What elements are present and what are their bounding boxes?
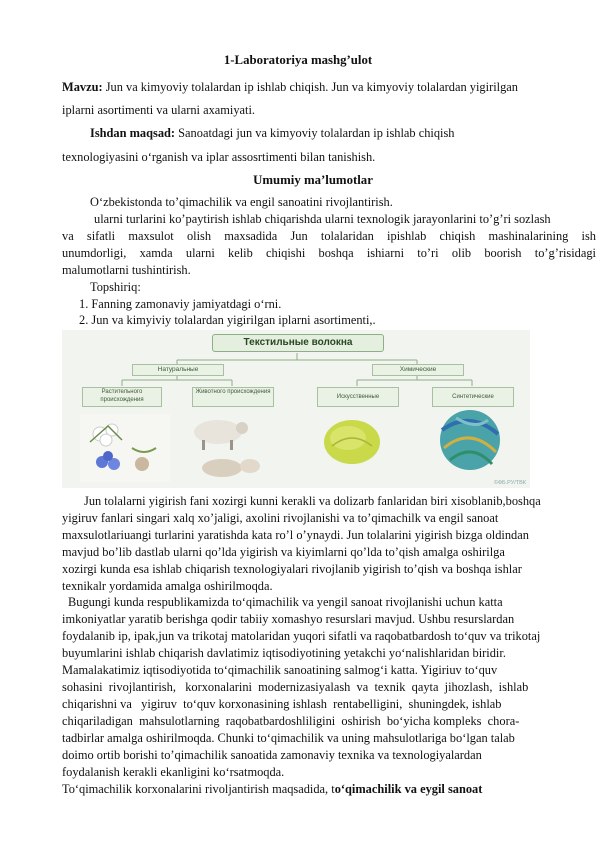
intro-line: malumotlarni tushintirish.	[62, 263, 191, 277]
task-item: 1. Fanning zamonaviy jamiyatdagi o‘rni.	[79, 297, 282, 311]
figure-connectors	[62, 330, 530, 488]
figure-banner: Текстильные волокна	[212, 334, 384, 352]
topic-line	[62, 80, 518, 95]
task-item: 2. Jun va kimyiviy tolalardan yigirilgan iplarni asortimenti,.	[79, 313, 376, 327]
figure-subcategory: Синтетические	[432, 387, 514, 407]
body-line: yigiruv fanlari singari xalq xo’jaligi, axolini rivojlanishi va to’qimachilk va engil sanoat	[62, 511, 499, 525]
document-title: 1-Laboratoriya mashg’ulot	[223, 53, 373, 67]
intro-line: O‘zbekistonda to’qimachilik va engil sanoatini rivojlantirish.	[90, 195, 393, 209]
goal-label: Ishdan maqsad:	[90, 126, 176, 140]
body-line: xozirgi kunda esa ishlab chiqarish texnologiyalari rivojlanib yigirish to’qish va boshqa ishlar	[62, 562, 522, 576]
body-line: tadbirlar amalga oshirilmoqda. Chunki to‘qimachilik va uning mahsulotlariga bo‘lgan talab	[62, 731, 515, 745]
intro-line: unumdorligi, xamda ularni kelib chiqishi boshqa ishiarni to’ri olib boorish to’g’risidagi	[62, 246, 596, 260]
body-line: Jun tolalarni yigirish fani xozirgi kunni kerakli va dolizarb fanlaridan biri xisoblanib,boshqa	[84, 494, 541, 508]
body-line: chiqariladigan mahsulotlarning raqobatbardoshliligini oshirish bo‘yicha kompleks chora-	[62, 714, 520, 728]
body-line: imkoniyatlar yaratib berishga qodir tabiiy xomashyo resurslari mavjud. Ushbu resurslardan	[62, 612, 515, 626]
figure-category-chemical: Химические	[372, 364, 464, 376]
body-line: Mamalakatimiz iqtisodiyotida to‘qimachilik sanoatining salmog‘i katta. Yigiriuv to‘quv	[62, 663, 498, 677]
cotton-image	[80, 414, 170, 482]
figure-subcategory: Растительного происхождения	[82, 387, 162, 407]
closing-line	[62, 782, 482, 797]
body-line: chiqarishni va yigiruv to‘quv korxonasining ishlash rentabelligini, shuningdek, ishlab	[62, 697, 502, 711]
body-line: foydalanish kerakli ekanligini ko‘rsatmoqda.	[62, 765, 285, 779]
wool-image	[194, 420, 260, 477]
figure-category-natural: Натуральные	[132, 364, 224, 376]
goal-line	[90, 126, 455, 141]
closing-line-text: To‘qimachilik korxonalarini rivoljantirish maqsadida, t	[62, 782, 335, 796]
intro-line: ularni turlarini ko’paytirish ishlab chiqarishda ularni texnologik jarayonlarini to’g’ri sozlash	[94, 212, 551, 226]
figure-subcategory: Животного происхождения	[192, 387, 274, 407]
goal-text: Sanoatdagi jun va kimyoviy tolalardan ip ishlab chiqish	[175, 126, 455, 140]
textile-fibers-figure	[62, 330, 530, 488]
topic-text: Jun va kimyoviy tolalardan ip ishlab chiqish. Jun va kimyoviy tolalardan yigirilgan	[102, 80, 518, 94]
body-line: sohasini rivojlantirish, korxonalarini modernizasiyalash va texnik qayta jihozlash, ishlab	[62, 680, 529, 694]
figure-subcategory: Искусственные	[317, 387, 399, 407]
topic-label: Mavzu:	[62, 80, 103, 94]
body-line: foydalanib ip, ipak,jun va trikotaj matolaridan yuqori sifatli va raqobatbardosh to‘quv va trikotaj	[62, 629, 541, 643]
goal-continuation: texnologiyasini o‘rganish va iplar assosrtimenti bilan tanishish.	[62, 150, 376, 164]
intro-line: va sifatli maxsulot olish maxsadida Jun tolalaridan ipishlab chiqish mashinalarining ish	[62, 229, 596, 243]
synthetic-yarn-image	[440, 410, 500, 470]
topic-continuation: iplarni asortimenti va ularni axamiyati.	[62, 103, 256, 117]
body-line: Bugungi kunda respublikamizda to‘qimachilik va yengil sanoat rivojlanishi uchun katta	[68, 595, 503, 609]
task-label: Topshiriq:	[90, 280, 141, 294]
body-line: buyumlarini ishlab chiqarish davlatimiz iqtisodiyotining yetakchi yo‘nalishlaridan biridir.	[62, 646, 506, 660]
section-heading: Umumiy ma’lumotlar	[253, 173, 373, 187]
artificial-fiber-image	[324, 420, 380, 464]
body-line: maxsulotlariuangi turlarini yaratishda kata ro’l o’ynaydi. Jun tolalarini yigirish bizga oldindan	[62, 528, 529, 542]
body-line: mavjud bo’lib dastlab ularni qo’lda yigirish va kiyimlarni qo’lda to’qish amalga oshirilga	[62, 545, 505, 559]
closing-line-bold: o‘qimachilik va eygil sanoat	[334, 782, 483, 796]
body-line: texnikalr yordamida amalga oshirilmoqda.	[62, 579, 273, 593]
figure-watermark: ©ФБ.РУ/ТВК	[493, 480, 526, 486]
body-line: doimo ortib borishi to’qimachilik sanoatida zamonaviy texnika va texnologiyalardan	[62, 748, 482, 762]
